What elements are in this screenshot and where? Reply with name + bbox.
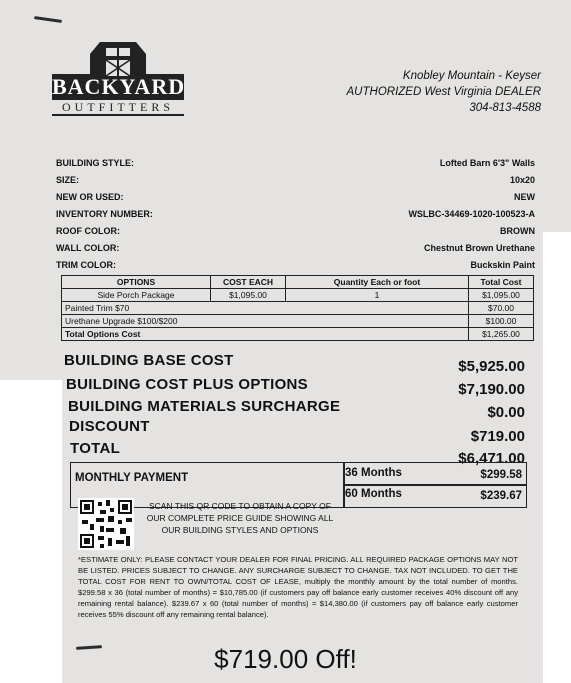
table-row [62, 315, 534, 328]
monthly-payment-label: MONTHLY PAYMENT [75, 472, 189, 484]
total-label: TOTAL [70, 440, 121, 457]
qr-caption: SCAN THIS QR CODE TO OBTAIN A COPY OF OUR COMPLETE PRICE GUIDE SHOWING ALL OUR BUILDING STYLES AND OPTIONS [146, 501, 334, 535]
spec-label: SIZE: [56, 175, 80, 185]
dealer-info [347, 68, 541, 116]
total-value: $5,925.00 [458, 358, 525, 375]
table-header-row [62, 276, 534, 289]
spec-value: BROWN [500, 226, 535, 236]
spec-label: TRIM COLOR: [56, 260, 116, 270]
total-label: DISCOUNT [69, 418, 150, 435]
qr-code-icon [78, 498, 134, 550]
total-label: BUILDING COST PLUS OPTIONS [66, 376, 308, 393]
spec-value: Buckskin Paint [470, 260, 535, 270]
payment-term: 60 Months [345, 488, 402, 500]
payment-amount: $299.58 [480, 469, 522, 481]
option-name: Painted Trim $70 [62, 302, 469, 315]
table-row [62, 302, 534, 315]
option-total: $1,265.00 [469, 328, 534, 341]
background-corner [0, 380, 62, 683]
spec-value: NEW [514, 192, 535, 202]
option-total: $1,095.00 [469, 289, 534, 302]
spec-label: ROOF COLOR: [56, 226, 120, 236]
option-name: Total Options Cost [62, 328, 469, 341]
column-header: COST EACH [211, 276, 286, 289]
total-label: BUILDING MATERIALS SURCHARGE [68, 398, 341, 415]
column-header: OPTIONS [62, 276, 211, 289]
dealer-title: AUTHORIZED West Virginia DEALER [346, 86, 541, 98]
option-total: $70.00 [469, 302, 534, 315]
spec-label: BUILDING STYLE: [56, 158, 134, 168]
staple-top [34, 16, 62, 23]
option-name: Side Porch Package [62, 289, 211, 302]
logo-wordmark: BACKYARD [52, 74, 186, 99]
divider [343, 484, 526, 486]
spec-value: 10x20 [509, 175, 535, 185]
column-header: Quantity Each or foot [286, 276, 469, 289]
spec-label: INVENTORY NUMBER: [56, 209, 153, 219]
background-edge [543, 232, 571, 683]
option-cost: $1,095.00 [211, 289, 286, 302]
column-header: Total Cost [469, 276, 534, 289]
handwritten-discount: $719.00 Off! [214, 644, 357, 674]
total-value: $6,471.00 [458, 450, 525, 467]
spec-value: Chestnut Brown Urethane [423, 243, 535, 253]
dealer-phone: 304-813-4588 [469, 102, 541, 114]
spec-value: Lofted Barn 6'3" Walls [439, 158, 535, 168]
fine-print: *ESTIMATE ONLY: PLEASE CONTACT YOUR DEALER FOR FINAL PRICING. ALL REQUIRED PACKAGE OPTIONS MAY NOT BE LISTED. PRICES SUBJECT TO CHANGE. ANY SURCHARGE SUBJECT TO CHANGE. TAX NOT INCLUDED. TO GET THE TOTAL COST FOR RENT TO OWN/TOTAL COST OF LEASE, multiply the monthly amount by the total number of months. $299.58 x 36 (total number of months) = $10,785.00 (if customers pay off balance early customer receives 40% discount off any remaining rental balance). $239.67 x 60 (total number of months) = $14,380.00 (if customers pay off balance early customer receives 55% discount off any remaining rental balance). [78, 555, 518, 619]
options-table [61, 275, 534, 341]
total-value: $7,190.00 [458, 381, 525, 398]
spec-value: WSLBC-34469-1020-100523-A [408, 209, 535, 219]
total-label: BUILDING BASE COST [64, 352, 234, 369]
total-value: $719.00 [470, 428, 525, 445]
spec-label: NEW OR USED: [56, 192, 124, 202]
logo-subtitle: OUTFITTERS [52, 100, 184, 116]
total-value: $0.00 [487, 404, 525, 421]
dealer-location: Knobley Mountain - Keyser [402, 70, 541, 82]
option-total: $100.00 [469, 315, 534, 328]
payment-amount: $239.67 [480, 490, 522, 502]
table-row [62, 328, 534, 341]
spec-label: WALL COLOR: [56, 243, 120, 253]
option-name: Urethane Upgrade $100/$200 [62, 315, 469, 328]
payment-term: 36 Months [345, 467, 402, 479]
table-row [62, 289, 534, 302]
option-qty: 1 [286, 289, 469, 302]
company-logo [52, 36, 184, 116]
barn-icon [86, 36, 150, 76]
